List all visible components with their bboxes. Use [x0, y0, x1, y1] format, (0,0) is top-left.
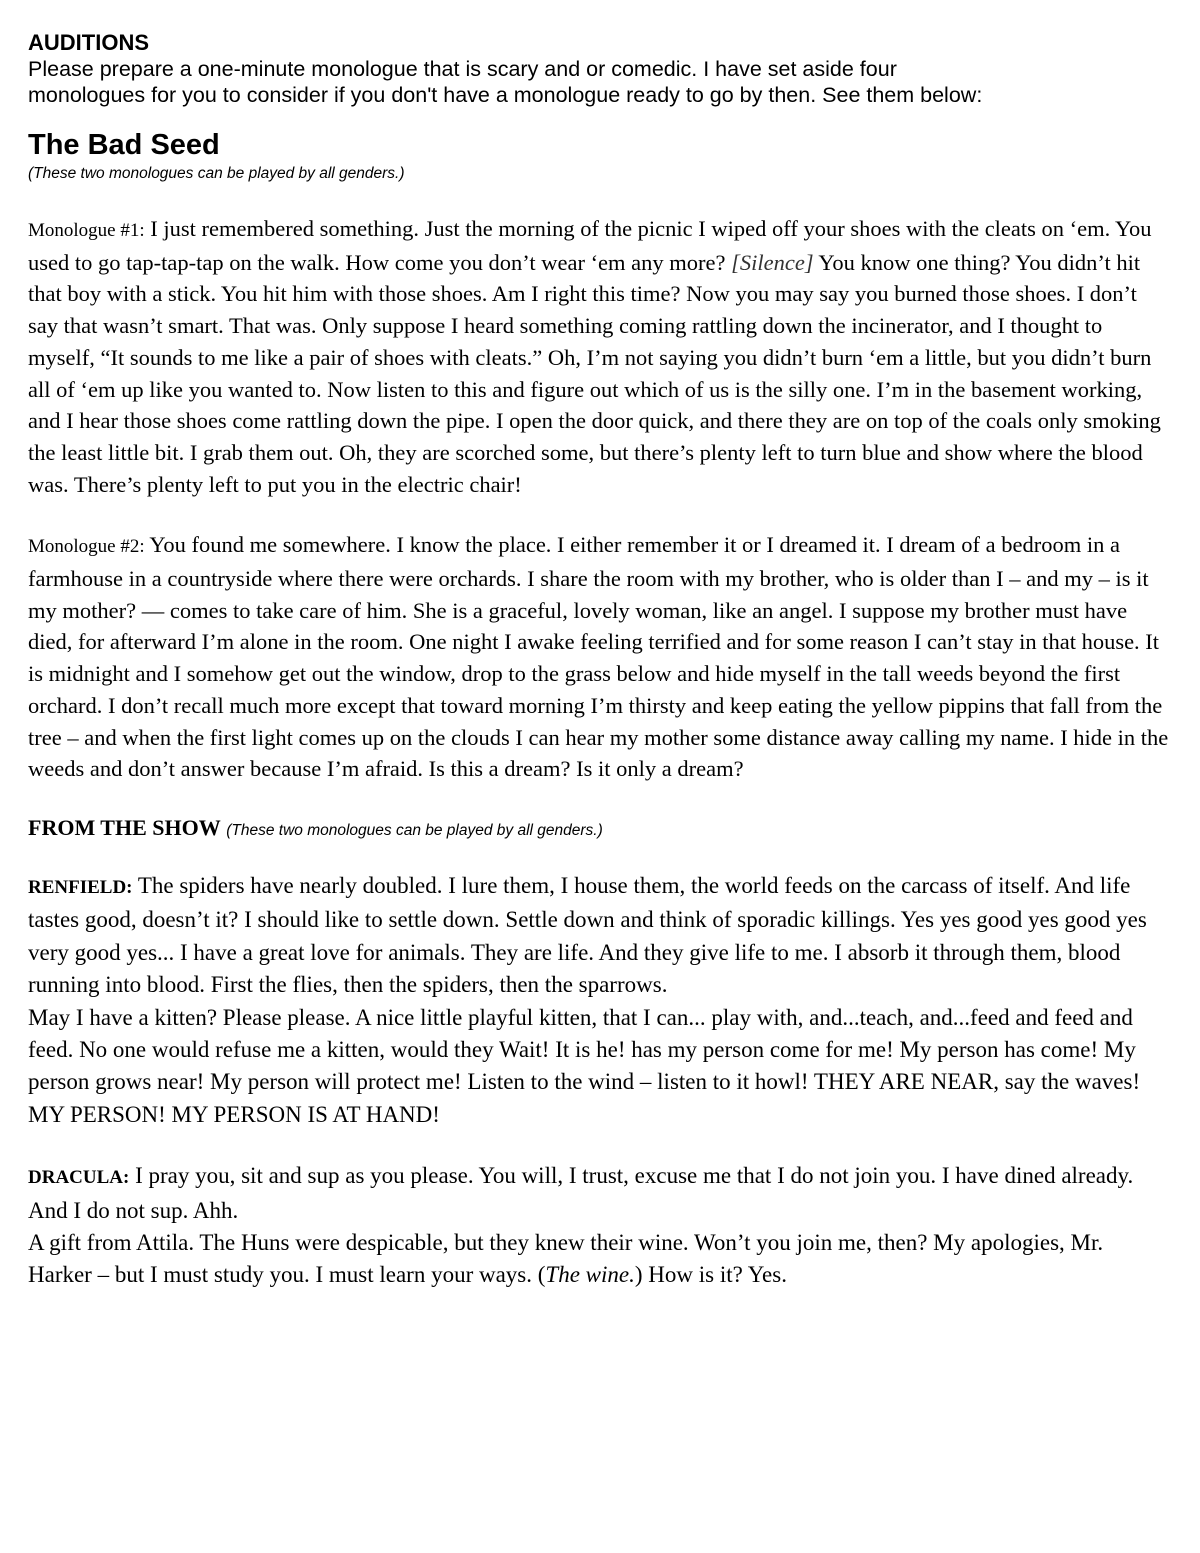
- auditions-intro-line2: monologues for you to consider if you don't have a monologue ready to go by then. See them below:: [28, 83, 983, 107]
- auditions-intro: [28, 56, 1172, 108]
- monologue-2-label: Monologue #2:: [28, 536, 145, 558]
- bad-seed-note: (These two monologues can be played by all genders.): [28, 165, 405, 182]
- bad-seed-title: The Bad Seed: [28, 129, 220, 161]
- dracula-monologue: [28, 1160, 1172, 1292]
- monologue-2-text: You found me somewhere. I know the place. I either remember it or I dreamed it. I dream of a bedroom in a farmhouse in a countryside where there were orchards. I share the room with my brother, who is older than I – and my – is it my mother? — comes to take care of him. She is a graceful, lovely woman, like an angel. I suppose my brother must have died, for afterward I’m alone in the room. One night I awake feeling terrified and for some reason I can’t stay in that house. It is midnight and I somehow get out the window, drop to the grass below and hide myself in the tall weeds beyond the first orchard. I don’t recall much more except that toward morning I’m thirsty and keep eating the yellow pippins that fall from the tree – and when the first light comes up on the clouds I can hear my mother some distance away calling my name. I hide in the weeds and don’t answer because I’m afraid. Is this a dream? Is it only a dream?: [28, 532, 1169, 782]
- auditions-intro-line1: Please prepare a one-minute monologue that is scary and or comedic. I have set aside four: [28, 57, 897, 81]
- dracula-stage-direction: The wine.: [545, 1262, 635, 1288]
- dracula-text-p2a: A gift from Attila. The Huns were despicable, but they knew their wine. Won’t you join me, then? My apologies, Mr. Harker – but I must study you. I must learn your ways. (: [28, 1230, 1104, 1288]
- renfield-monologue: [28, 870, 1172, 1131]
- from-the-show-heading: [28, 814, 1172, 845]
- auditions-title: AUDITIONS: [28, 30, 149, 55]
- dracula-label: DRACULA:: [28, 1167, 130, 1189]
- from-the-show-title: FROM THE SHOW: [28, 814, 221, 840]
- renfield-text-p1: The spiders have nearly doubled. I lure them, I house them, the world feeds on the carcass of itself. And life tastes good, doesn’t it? I should like to settle down. Settle down and think of sporadic killings. Yes yes good yes good yes very good yes... I have a great love for animals. They are life. And they give life to me. I absorb it through them, blood running into blood. First the flies, then the spiders, then the sparrows.: [28, 872, 1147, 998]
- monologue-1-text-a: I just remembered something. Just the morning of the picnic I wiped off your shoes with the cleats on ‘em. You used to go tap-tap-tap on the walk. How come you don’t wear ‘em any more?: [28, 216, 1152, 275]
- monologue-2: [28, 529, 1172, 785]
- from-the-show-note: (These two monologues can be played by all genders.): [226, 821, 603, 839]
- monologue-1-text-b: You know one thing? You didn’t hit that boy with a stick. You hit him with those shoes. Am I right this time? Now you may say you burned those shoes. I don’t say that wasn’t smart. That was. Only suppose I heard something coming rattling down the incinerator, and I thought to myself, “It sounds to me like a pair of shoes with cleats.” Oh, I’m not saying you didn’t burn ‘em a little, but you didn’t burn all of ‘em up like you wanted to. Now listen to this and figure out which of us is the silly one. I’m in the basement working, and I hear those shoes come rattling down the pipe. I open the door quick, and there they are on top of the coals only smoking the least little bit. I grab them out. Oh, they are scorched some, but there’s plenty left to turn blue and show where the blood was. There’s plenty left to put you in the electric chair!: [28, 249, 1161, 497]
- dracula-text-p1: I pray you, sit and sup as you please. You will, I trust, excuse me that I do not join you. I have dined already. And I do not sup. Ahh.: [28, 1163, 1134, 1223]
- monologue-1-stage-direction: [Silence]: [731, 249, 814, 275]
- monologue-1-label: Monologue #1:: [28, 220, 145, 241]
- dracula-text-p2b: ) How is it? Yes.: [634, 1262, 787, 1288]
- renfield-label: RENFIELD:: [28, 876, 133, 898]
- monologue-1: [28, 213, 1172, 500]
- renfield-text-p2: May I have a kitten? Please please. A nice little playful kitten, that I can... play with, and...teach, and...feed and feed and feed. No one would refuse me a kitten, would they Wait! It is he! has my person come for me! My person has come! My person grows near! My person will protect me! Listen to the wind – listen to it howl! THEY ARE NEAR, say the waves! MY PERSON! MY PERSON IS AT HAND!: [28, 1004, 1141, 1127]
